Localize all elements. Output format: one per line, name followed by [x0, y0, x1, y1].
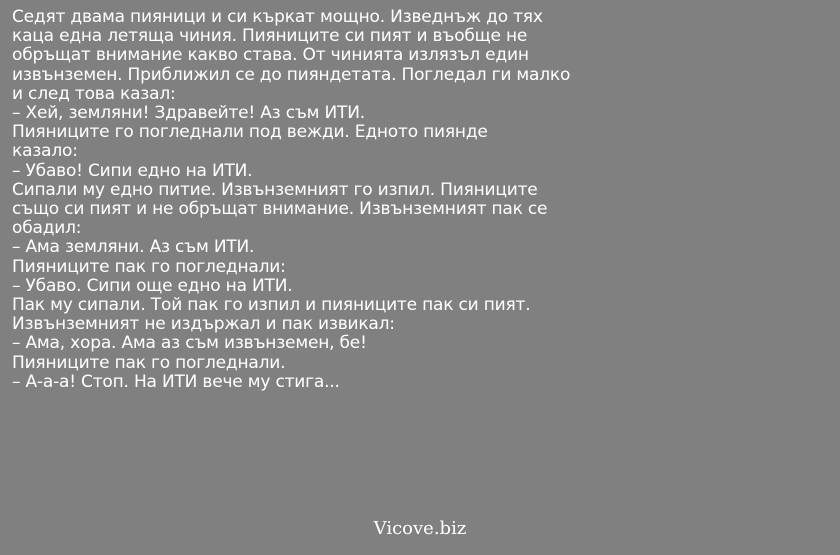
joke-line: Пак му сипали. Той пак го изпил и пияниците пак си пият. [12, 295, 531, 316]
site-watermark: Vicove.biz [373, 518, 467, 539]
joke-line: Извънземният не издържал и пак извикал: [12, 314, 395, 335]
joke-line: Пияниците го погледнали под вежди. Едното пиянде [12, 122, 488, 143]
joke-line: – Ама, хора. Ама аз съм извънземен, бе! [12, 333, 367, 354]
joke-line: извънземен. Приближил се до пияндетата. Погледал ги малко [12, 64, 571, 85]
joke-line: също си пият и не обръщат внимание. Извънземният пак се [12, 199, 548, 220]
joke-line: казало: [12, 141, 78, 162]
joke-line: – Хей, земляни! Здравейте! Аз съм ИТИ. [12, 103, 365, 124]
joke-line: каца една летяща чиния. Пияниците си пият и въобще не [12, 26, 528, 47]
joke-line: Пияниците пак го погледнали: [12, 256, 286, 277]
joke-line: Пияниците пак го погледнали. [12, 352, 286, 373]
joke-line: обръщат внимание какво става. От чинията излязъл един [12, 45, 529, 66]
joke-line: – Убаво! Сипи едно на ИТИ. [12, 160, 253, 181]
joke-line: – Убаво. Сипи още едно на ИТИ. [12, 275, 293, 296]
joke-line: и след това казал: [12, 83, 176, 104]
joke-line: – Ама земляни. Аз съм ИТИ. [12, 237, 255, 258]
joke-line: Сипали му едно питие. Извънземният го изпил. Пияниците [12, 179, 538, 200]
joke-text [12, 8, 832, 392]
joke-line: обадил: [12, 218, 82, 239]
joke-line: Седят двама пияници и си къркат мощно. Изведнъж до тях [12, 7, 543, 27]
joke-line: – А-а-а! Стоп. На ИТИ вече му стига... [12, 371, 340, 392]
